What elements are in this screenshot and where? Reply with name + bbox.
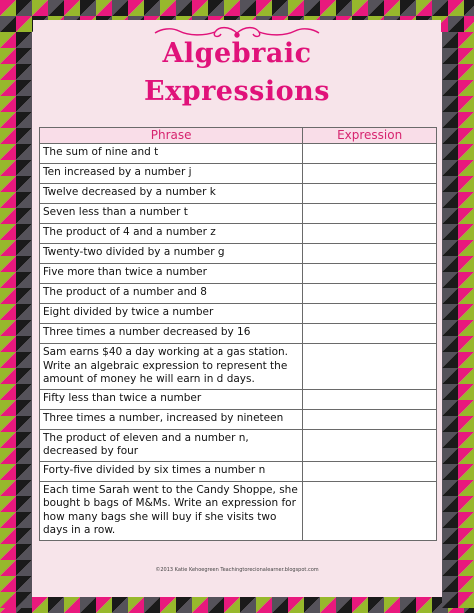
phrase-cell: Twenty-two divided by a number g (40, 244, 303, 264)
expression-cell[interactable] (303, 284, 437, 304)
table-row (40, 264, 437, 284)
phrase-cell: Forty-five divided by six times a number n (40, 461, 303, 481)
worksheet-content-area (33, 20, 441, 595)
expression-cell[interactable] (303, 204, 437, 224)
expression-cell[interactable] (303, 429, 437, 461)
expression-cell[interactable] (303, 409, 437, 429)
phrase-expression-table (39, 127, 437, 541)
phrase-column-header: Phrase (40, 128, 303, 144)
phrase-cell: Each time Sarah went to the Candy Shoppe, she bought b bags of M&Ms. Write an expression for how many bags she will buy if she visits two days in a row. (40, 481, 303, 540)
phrase-cell: Fifty less than twice a number (40, 389, 303, 409)
table-row (40, 284, 437, 304)
table-row (40, 204, 437, 224)
table-row (40, 184, 437, 204)
phrase-cell: Seven less than a number t (40, 204, 303, 224)
expression-cell[interactable] (303, 461, 437, 481)
expression-cell[interactable] (303, 324, 437, 344)
table-row (40, 481, 437, 540)
copyright-footer: ©2013 Katie Kehoegreen Teachingtorecionalearner.blogspot.com (155, 567, 319, 573)
table-row (40, 324, 437, 344)
table-row (40, 344, 437, 390)
table-row (40, 244, 437, 264)
expression-cell[interactable] (303, 344, 437, 390)
table-row (40, 164, 437, 184)
phrase-cell: The sum of nine and t (40, 144, 303, 164)
expression-cell[interactable] (303, 164, 437, 184)
expression-cell[interactable] (303, 481, 437, 540)
phrase-cell: The product of eleven and a number n, decreased by four (40, 429, 303, 461)
phrase-cell: Five more than twice a number (40, 264, 303, 284)
page-title-line-2: Expressions (144, 76, 330, 107)
expression-cell[interactable] (303, 264, 437, 284)
phrase-cell: The product of 4 and a number z (40, 224, 303, 244)
expression-cell[interactable] (303, 244, 437, 264)
table-row (40, 304, 437, 324)
expression-cell[interactable] (303, 184, 437, 204)
phrase-cell: The product of a number and 8 (40, 284, 303, 304)
expression-cell[interactable] (303, 304, 437, 324)
expression-cell[interactable] (303, 224, 437, 244)
table-row (40, 144, 437, 164)
table-row (40, 224, 437, 244)
phrase-cell: Three times a number decreased by 16 (40, 324, 303, 344)
table-row (40, 409, 437, 429)
expression-cell[interactable] (303, 389, 437, 409)
phrase-cell: Twelve decreased by a number k (40, 184, 303, 204)
phrase-cell: Ten increased by a number j (40, 164, 303, 184)
table-row (40, 429, 437, 461)
expression-column-header: Expression (303, 128, 437, 144)
page-title-line-1: Algebraic (162, 38, 312, 69)
phrase-cell: Eight divided by twice a number (40, 304, 303, 324)
expression-cell[interactable] (303, 144, 437, 164)
phrase-cell: Sam earns $40 a day working at a gas station. Write an algebraic expression to represent the amount of money he will earn in d days. (40, 344, 303, 390)
phrase-cell: Three times a number, increased by nineteen (40, 409, 303, 429)
table-row (40, 389, 437, 409)
table-row (40, 461, 437, 481)
